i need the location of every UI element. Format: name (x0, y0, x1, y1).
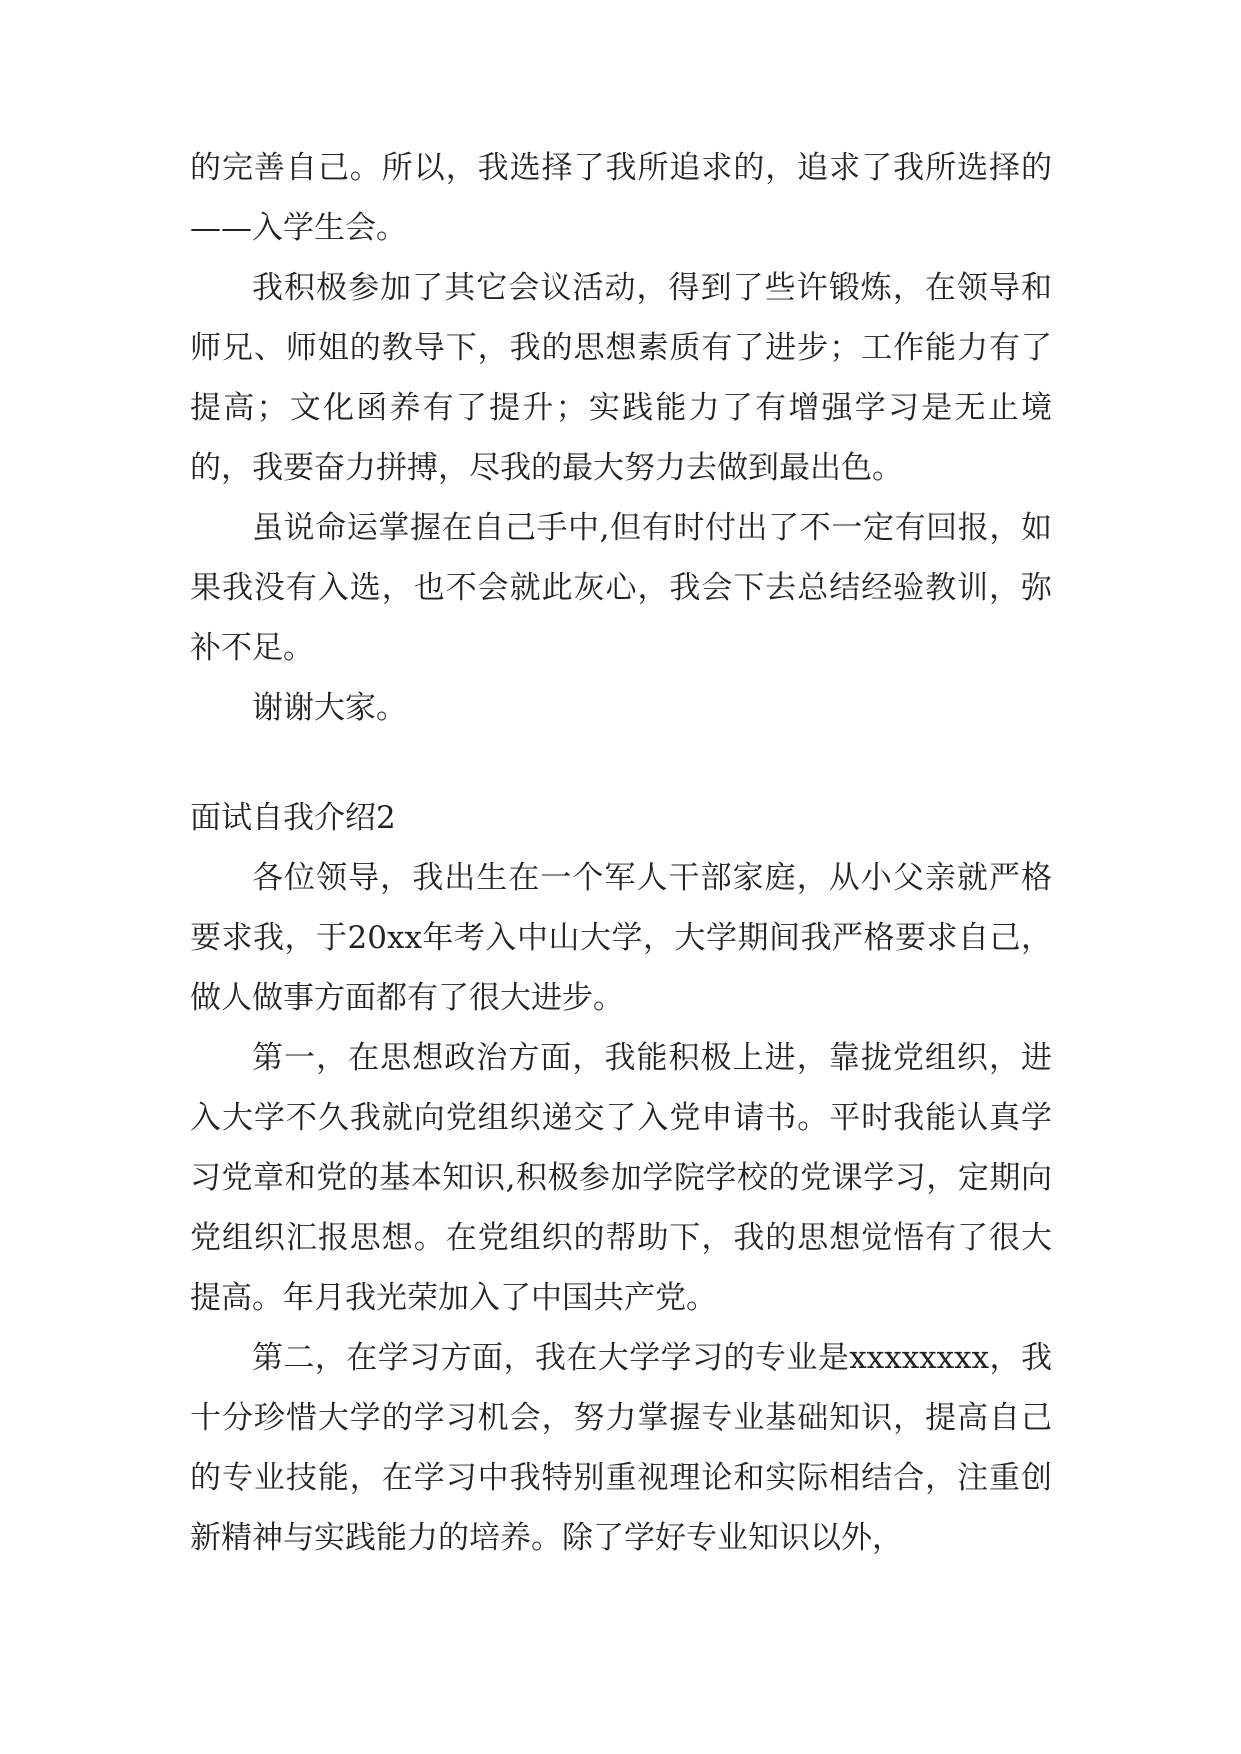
paragraph-political: 第一，在思想政治方面，我能积极上进，靠拢党组织，进入大学不久我就向党组织递交了入党申请书。平时我能认真学习党章和党的基本知识,积极参加学院学校的党课学习，定期向党组织汇报思想。在党组织的帮助下，我的思想觉悟有了很大提高。年月我光荣加入了中国共产党。 (190, 1040, 1052, 1316)
paragraph-background: 各位领导，我出生在一个军人干部家庭，从小父亲就严格要求我，于20xx年考入中山大学，大学期间我严格要求自己，做人做事方面都有了很大进步。 (190, 860, 1052, 1016)
paragraph-study: 第二，在学习方面，我在大学学习的专业是xxxxxxxx，我十分珍惜大学的学习机会，努力掌握专业基础知识，提高自己的专业技能，在学习中我特别重视理论和实际相结合，注重创新精神与实践能力的培养。除了学好专业知识以外， (190, 1340, 1052, 1556)
paragraph-activities: 我积极参加了其它会议活动，得到了些许锻炼，在领导和师兄、师姐的教导下，我的思想素质有了进步；工作能力有了提高；文化函养有了提升；实践能力了有增强学习是无止境的，我要奋力拼搏，尽我的最大努力去做到最出色。 (190, 270, 1052, 486)
paragraph-fate: 虽说命运掌握在自己手中,但有时付出了不一定有回报，如果我没有入选，也不会就此灰心，我会下去总结经验教训，弥补不足。 (190, 510, 1052, 666)
paragraph-thanks: 谢谢大家。 (252, 690, 407, 726)
section-title: 面试自我介绍2 (190, 800, 396, 836)
text-block-section-2 (190, 788, 1052, 1568)
paragraph-continuation: 的完善自己。所以，我选择了我所追求的，追求了我所选择的——入学生会。 (190, 150, 1052, 246)
text-block-top (190, 138, 1052, 738)
